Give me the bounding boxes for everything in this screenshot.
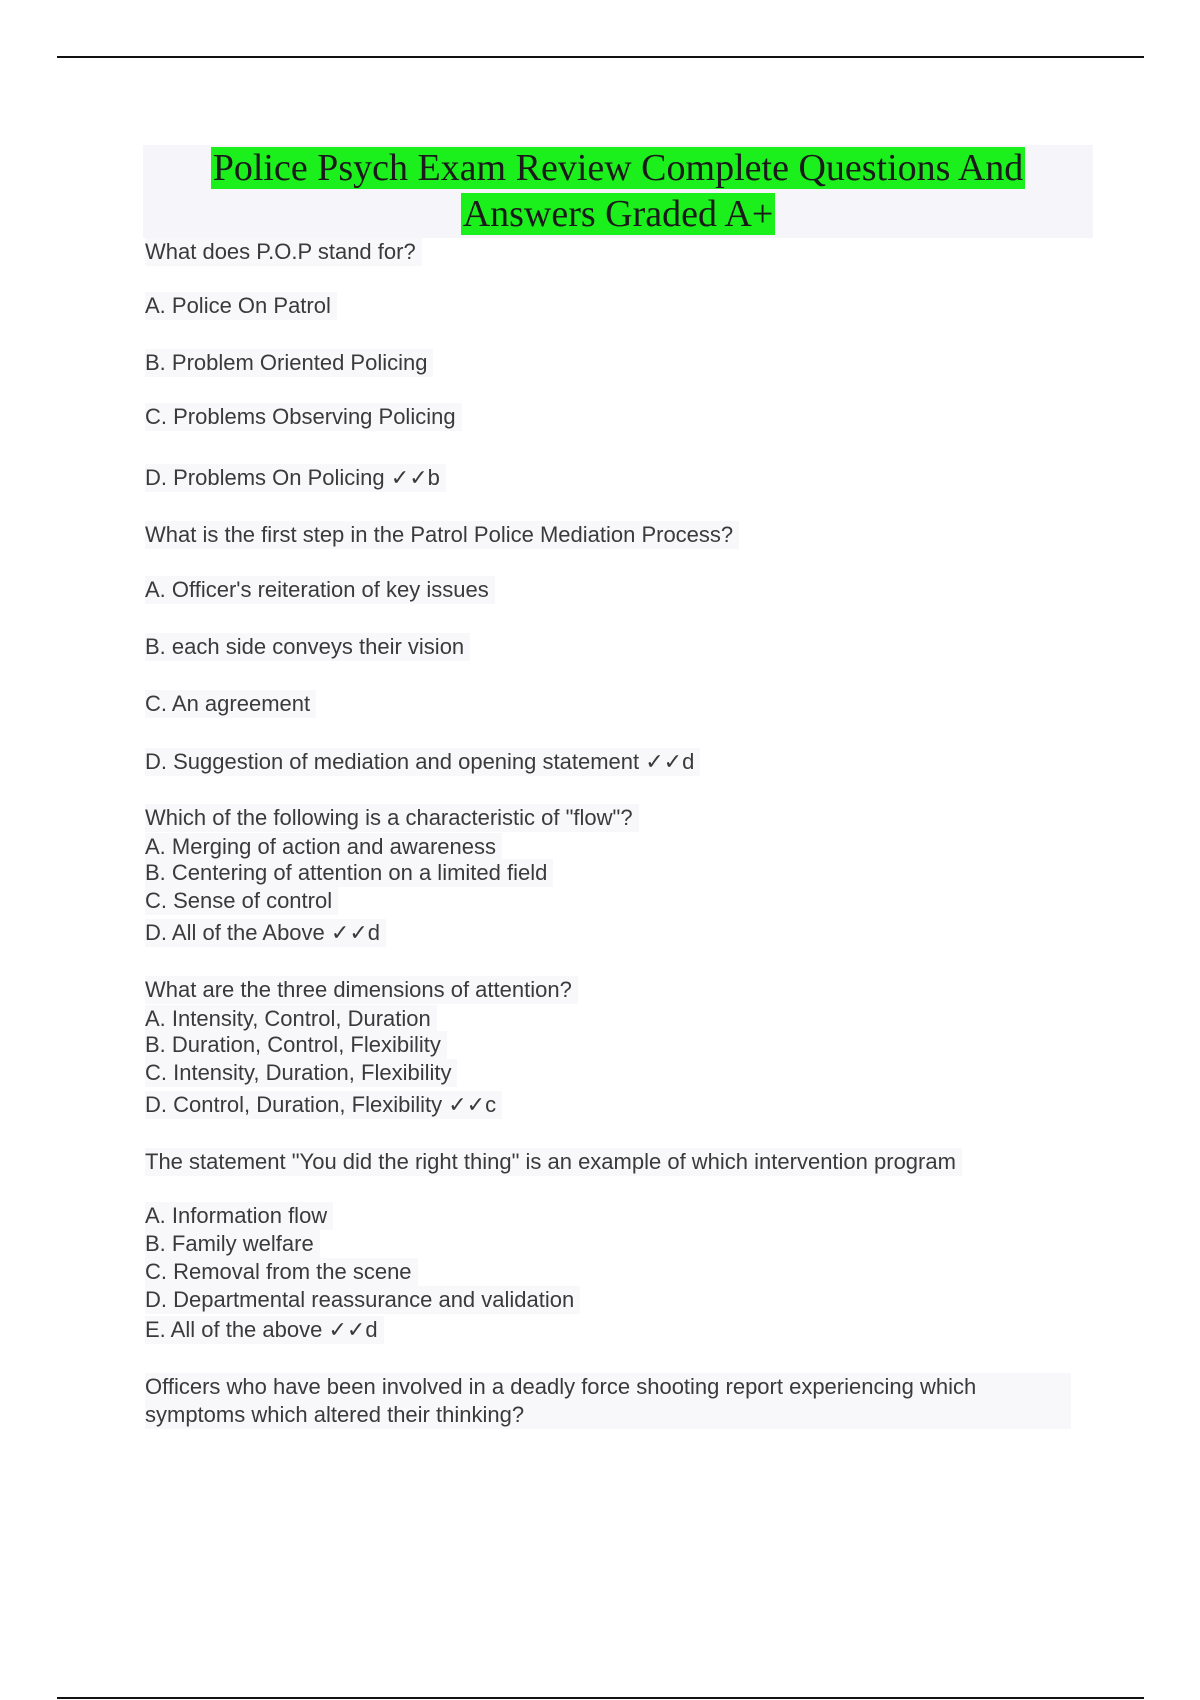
q2-option-b: B. each side conveys their vision [145, 633, 470, 661]
q5-option-b: B. Family welfare [145, 1230, 320, 1258]
top-rule [57, 56, 1144, 58]
question-6: Officers who have been involved in a deadly force shooting report experiencing which symptoms which altered their thinking? [145, 1373, 1071, 1429]
question-3: Which of the following is a characteristic of "flow"? [145, 804, 639, 832]
q1-option-b: B. Problem Oriented Policing [145, 349, 433, 377]
title-line-1: Police Psych Exam Review Complete Questions And [212, 147, 1024, 189]
question-1: What does P.O.P stand for? [145, 238, 422, 266]
q3-option-c: C. Sense of control [145, 887, 338, 915]
q3-option-d: D. All of the Above ✓✓d [145, 919, 386, 947]
question-4: What are the three dimensions of attention? [145, 976, 578, 1004]
q4-option-a: A. Intensity, Control, Duration [145, 1005, 437, 1033]
q5-option-d: D. Departmental reassurance and validation [145, 1286, 580, 1314]
question-2: What is the first step in the Patrol Police Mediation Process? [145, 521, 739, 549]
q5-option-c: C. Removal from the scene [145, 1258, 418, 1286]
document-title [143, 145, 1093, 238]
title-line-2: Answers Graded A+ [462, 193, 774, 235]
q5-option-a: A. Information flow [145, 1202, 333, 1230]
q2-option-d: D. Suggestion of mediation and opening statement ✓✓d [145, 748, 700, 776]
q3-option-a: A. Merging of action and awareness [145, 833, 502, 861]
q4-option-b: B. Duration, Control, Flexibility [145, 1031, 447, 1059]
bottom-rule [57, 1697, 1144, 1699]
q2-option-c: C. An agreement [145, 690, 316, 718]
q4-option-c: C. Intensity, Duration, Flexibility [145, 1059, 457, 1087]
q4-option-d: D. Control, Duration, Flexibility ✓✓c [145, 1091, 502, 1119]
q3-option-b: B. Centering of attention on a limited field [145, 859, 553, 887]
q2-option-a: A. Officer's reiteration of key issues [145, 576, 495, 604]
q1-option-a: A. Police On Patrol [145, 292, 337, 320]
question-5: The statement "You did the right thing" is an example of which intervention program [145, 1148, 962, 1176]
q1-option-c: C. Problems Observing Policing [145, 403, 462, 431]
q1-option-d: D. Problems On Policing ✓✓b [145, 464, 446, 492]
q5-option-e: E. All of the above ✓✓d [145, 1316, 384, 1344]
